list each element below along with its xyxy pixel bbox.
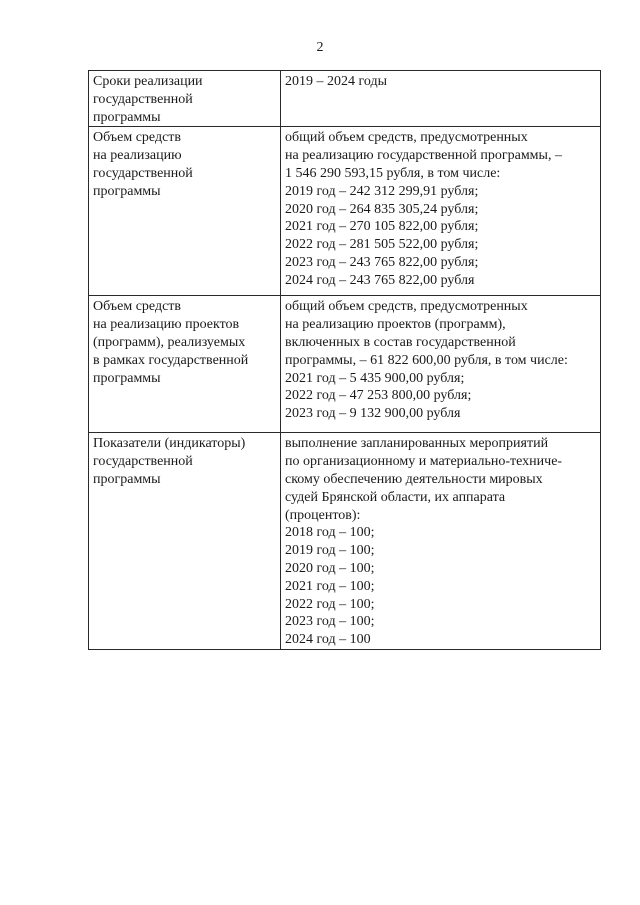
row-label-line: на реализацию — [93, 148, 182, 164]
row-label-cell — [89, 127, 281, 296]
row-value-line: программы, – 61 822 600,00 рубля, в том числе: — [285, 352, 568, 368]
row-value-line: по организационному и материально-техниче- — [285, 454, 563, 470]
row-value-line: 2024 год – 100 — [285, 632, 371, 648]
row-value-line: на реализацию проектов (программ), — [285, 317, 506, 333]
row-value-line: 2018 год – 100; — [285, 525, 375, 541]
row-value-cell — [281, 296, 601, 433]
row-label-line: программы — [93, 370, 161, 386]
row-value-line: 2020 год – 100; — [285, 560, 375, 576]
table-row-implementation-period — [89, 71, 601, 127]
row-value-line: 2024 год – 243 765 822,00 рубля — [285, 272, 475, 288]
row-value-line: 2020 год – 264 835 305,24 рубля; — [285, 201, 479, 217]
row-value-line: на реализацию государственной программы, – — [285, 148, 562, 164]
row-value-line: 1 546 290 593,15 рубля, в том числе: — [285, 165, 501, 181]
row-label-line: программы — [93, 109, 161, 125]
row-label-line: Объем средств — [93, 299, 182, 315]
row-value-line: (процентов): — [285, 507, 361, 523]
row-label-line: государственной — [93, 454, 193, 470]
row-value-line: 2023 год – 243 765 822,00 рубля; — [285, 254, 479, 270]
row-value-line: 2023 год – 9 132 900,00 рубля — [285, 406, 461, 422]
row-value-line: общий объем средств, предусмотренных — [285, 130, 528, 146]
row-value-line: включенных в состав государственной — [285, 334, 516, 350]
row-value-line: 2023 год – 100; — [285, 614, 375, 630]
row-value-cell — [281, 71, 601, 127]
row-value-line: 2019 – 2024 годы — [285, 74, 388, 89]
row-label-cell — [89, 296, 281, 433]
page-number: 2 — [316, 40, 324, 55]
row-label-line: Показатели (индикаторы) — [93, 436, 246, 452]
row-value-line: 2019 год – 100; — [285, 543, 375, 559]
row-label-line: программы — [93, 183, 161, 199]
table-row-indicators — [89, 433, 601, 650]
row-value-line: 2021 год – 100; — [285, 578, 375, 594]
table-row-program-funding — [89, 127, 601, 296]
row-label-line: в рамках государственной — [93, 352, 249, 368]
row-value-line: выполнение запланированных мероприятий — [285, 436, 549, 452]
row-label-line: (программ), реализуемых — [93, 334, 246, 350]
row-label-cell — [89, 71, 281, 127]
row-label-line: Сроки реализации — [93, 74, 203, 89]
row-value-line: скому обеспечению деятельности мировых — [285, 471, 543, 487]
row-value-line: 2021 год – 5 435 900,00 рубля; — [285, 370, 465, 386]
row-value-line: 2021 год – 270 105 822,00 рубля; — [285, 219, 479, 235]
row-value-line: 2022 год – 281 505 522,00 рубля; — [285, 237, 479, 253]
row-label-cell — [89, 433, 281, 650]
table-row-projects-funding — [89, 296, 601, 433]
row-value-line: 2019 год – 242 312 299,91 рубля; — [285, 183, 479, 199]
row-label-line: программы — [93, 471, 161, 487]
row-value-cell — [281, 433, 601, 650]
row-value-line: 2022 год – 100; — [285, 596, 375, 612]
row-value-line: судей Брянской области, их аппарата — [285, 489, 506, 505]
row-label-line: государственной — [93, 165, 193, 181]
program-passport-table — [88, 70, 601, 650]
row-label-line: на реализацию проектов — [93, 317, 240, 333]
row-value-cell — [281, 127, 601, 296]
row-label-line: государственной — [93, 91, 193, 107]
row-value-line: общий объем средств, предусмотренных — [285, 299, 528, 315]
row-label-line: Объем средств — [93, 130, 182, 146]
row-value-line: 2022 год – 47 253 800,00 рубля; — [285, 388, 472, 404]
